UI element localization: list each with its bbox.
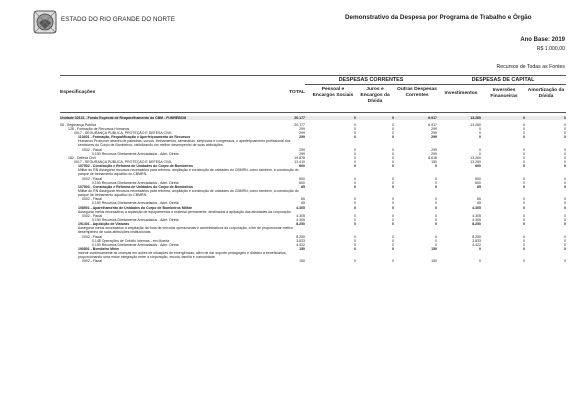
row-value: 0 <box>354 247 356 251</box>
col-pessoal: Pessoal e Encargos Sociais <box>312 87 354 98</box>
row-value: 0 <box>479 147 481 152</box>
row-value: 65 <box>301 201 305 206</box>
col-juros: Juros e Encargos da Dívida <box>360 87 390 104</box>
row-value: 0 <box>523 122 525 127</box>
row-value: 0 <box>523 201 525 206</box>
row-label: 0002 - Fiscal <box>82 213 103 218</box>
col-especificacoes: Especificações <box>60 90 96 95</box>
row-value: 0 <box>523 238 525 243</box>
row-value: 0 <box>392 130 394 135</box>
row-value: 600 <box>475 164 481 169</box>
row-value: 0 <box>523 247 525 251</box>
row-label: 0.150 Recursos Diretamente Arrecadados - Adm. Direta <box>92 201 179 206</box>
row-value: 0 <box>354 147 356 152</box>
row-value: 0 <box>523 130 525 135</box>
row-value: 0 <box>523 259 525 264</box>
row-label: 191401 - Aquisição de Viaturas <box>78 222 130 227</box>
row-value: 299 <box>299 147 305 152</box>
row-value: 299 <box>299 126 305 131</box>
row-value: 0 <box>523 159 525 164</box>
row-value: 0 <box>435 213 437 218</box>
row-value: 65 <box>301 184 305 189</box>
row-value: 0 <box>564 122 566 127</box>
row-value: 0 <box>523 205 525 210</box>
row-value: 0 <box>564 176 566 181</box>
row-value: 0 <box>564 180 566 185</box>
row-label: 182 - Defesa Civil <box>68 155 96 160</box>
row-value: 0 <box>564 135 566 140</box>
row-value: 13.260 <box>470 155 481 160</box>
row-label: 0.150 Recursos Diretamente Arrecadados - Adm. Direta <box>92 180 179 185</box>
row-value: 0 <box>564 242 566 247</box>
row-value: 0 <box>523 176 525 181</box>
row-value: 0 <box>392 201 394 206</box>
row-value: 0 <box>392 135 394 140</box>
row-value: 65 <box>477 197 481 202</box>
row-value: 0 <box>354 122 356 127</box>
row-label: Assegurar meios necessários à ampliação da frota de veículos operacionais e administrativos da corporação, a fim de proporcionar melhor desempenho de suas atribuições institucionais. <box>78 226 294 235</box>
header-bottom-rule <box>60 112 566 113</box>
row-value: 0 <box>354 151 356 156</box>
row-value: 4.305 <box>296 217 305 222</box>
row-label: 0002 - Fiscal <box>82 197 103 202</box>
row-value: 0 <box>564 201 566 206</box>
row-value: 150 <box>299 247 305 251</box>
row-value: 0 <box>392 116 394 120</box>
row-label: 0.150 Recursos Diretamente Arrecadados - Adm. Direta <box>92 242 179 247</box>
col-inversoes: Inversões Financeiras <box>490 88 518 99</box>
row-value: 0 <box>479 151 481 156</box>
row-value: 20.177 <box>294 116 305 120</box>
row-value: 0 <box>392 222 394 227</box>
col-investimentos: Investimentos <box>444 91 478 96</box>
row-value: 0 <box>523 217 525 222</box>
row-value: 0 <box>564 184 566 189</box>
row-value: 0 <box>435 201 437 206</box>
row-value: 0 <box>564 259 566 264</box>
row-label: Assegurar meios necessários à aquisição de equipamentos e material permanente, destinados à aplicação das atividades da corporação. <box>78 209 292 214</box>
row-value: 0 <box>435 222 437 227</box>
row-value: 0 <box>392 234 394 239</box>
row-value: 13.260 <box>470 116 481 120</box>
row-label: 0002 - Fiscal <box>82 259 103 264</box>
row-value: 0 <box>354 234 356 239</box>
currency-unit: R$ 1.000,00 <box>536 46 565 52</box>
row-value: 0 <box>564 155 566 160</box>
row-value: 0 <box>564 217 566 222</box>
row-value: 0 <box>564 159 566 164</box>
row-value: 0 <box>392 205 394 210</box>
row-value: 8.250 <box>472 234 481 239</box>
row-value: 0 <box>354 116 356 120</box>
row-label: 0.148 Operações de Crédito Internas - em Moeda <box>92 238 170 243</box>
row-value: 0 <box>564 164 566 169</box>
row-value: 65 <box>477 201 481 206</box>
row-label: 107503 - Construção e Reforma de Unidades do Corpo de Bombeiros <box>78 184 193 189</box>
row-value: 8.250 <box>296 222 305 227</box>
col-total: TOTAL <box>289 90 305 95</box>
col-amortizacao: Amortização da Dívida <box>527 88 565 99</box>
row-value: 0 <box>392 122 394 127</box>
row-label: 0017 - SEGURANÇA PÚBLICA, PROTEÇÃO E DEFESA CIVIL <box>74 159 173 164</box>
row-value: 0 <box>354 222 356 227</box>
row-value: 20.177 <box>294 122 305 127</box>
row-value: 0 <box>564 238 566 243</box>
row-value: 3.833 <box>296 238 305 243</box>
row-value: 600 <box>475 176 481 181</box>
row-value: 0 <box>564 205 566 210</box>
row-value: 4.422 <box>296 242 305 247</box>
row-value: 0 <box>564 197 566 202</box>
row-label: Militar do RN Assegurar recursos necessários para reforma, ampliação e construção de unidades do CBMRN, como também, a construção do parque de treinamento aquático do CBMRN. <box>78 168 299 177</box>
table-row <box>60 251 566 259</box>
state-coat-of-arms-icon <box>30 7 60 37</box>
row-value: 0 <box>479 126 481 131</box>
row-value: 0 <box>564 151 566 156</box>
row-value: 0 <box>354 184 356 189</box>
row-value: 0 <box>435 184 437 189</box>
row-label: Instruir continuamente as crianças em ações de situações de emergências, além de dar suporte pedagógico e didático a beneficiários, proporcionando uma maior integração entre a corporação, escola, família e comunidade. <box>78 251 287 260</box>
state-name: ESTADO DO RIO GRANDE DO NORTE <box>61 16 176 23</box>
row-value: 0 <box>564 130 566 135</box>
row-value: 0 <box>479 247 481 251</box>
row-value: 299 <box>299 151 305 156</box>
row-label: 110401 - Formação, Requalificação e Aperfeiçoamento de Recursos <box>78 135 191 140</box>
row-value: 0 <box>392 247 394 251</box>
row-value: 0 <box>392 197 394 202</box>
row-value: 0 <box>354 130 356 135</box>
row-value: 0 <box>392 151 394 156</box>
row-value: 0 <box>523 151 525 156</box>
row-label: 0.150 Recursos Diretamente Arrecadados - Adm. Direta <box>92 151 179 156</box>
row-label: 128 - Formação de Recursos Humanos <box>68 126 130 131</box>
row-value: 13.260 <box>470 159 481 164</box>
row-value: 0 <box>392 259 394 264</box>
row-value: 0 <box>354 213 356 218</box>
row-value: 0 <box>354 201 356 206</box>
report-title: Demonstrativo da Despesa por Programa de Trabalho e Órgão <box>345 14 532 21</box>
ano-base: Ano Base: 2019 <box>520 37 565 43</box>
row-value: 0 <box>523 184 525 189</box>
row-label: Humanos Promover através de palestras, cursos, treinamentos, seminários, simpósios e congressos, o aperfeiçoamento profissional dos servidores do Corpo de Bombeiros, visibilizando um melhor desempenho de suas atribuições. <box>78 139 291 148</box>
row-value: 0 <box>435 164 437 169</box>
row-value: 0 <box>354 242 356 247</box>
row-label: 190801 - Bombeiro Mirim <box>78 247 120 251</box>
row-value: 0 <box>564 116 566 120</box>
row-label: Militar do RN Assegurar recursos necessários para reforma, ampliação e construção de unidades do CBMRN, como também, a construção do parque de treinamento aquático do CBMRN. <box>78 188 299 198</box>
row-value: 600 <box>299 176 305 181</box>
row-value: 4.422 <box>472 242 481 247</box>
row-value: 600 <box>299 180 305 185</box>
row-value: 299 <box>431 130 437 135</box>
row-value: 0 <box>392 126 394 131</box>
row-value: 299 <box>431 126 437 131</box>
row-label: 0.150 Recursos Diretamente Arrecadados - Adm. Direta <box>92 217 179 222</box>
row-value: 0 <box>392 159 394 164</box>
group-rule <box>305 84 566 85</box>
row-value: 0 <box>523 147 525 152</box>
row-value: 0 <box>435 217 437 222</box>
table-row <box>60 168 566 176</box>
row-value: 0 <box>564 247 566 251</box>
row-value: 6.618 <box>428 155 437 160</box>
table-row <box>60 259 566 263</box>
row-value: 0 <box>523 135 525 140</box>
row-value: 600 <box>299 164 305 169</box>
row-value: 0 <box>354 197 356 202</box>
row-value: 13.410 <box>294 159 305 164</box>
row-value: 0 <box>354 126 356 131</box>
row-value: 0 <box>564 126 566 131</box>
row-label: 06 - Segurança Pública <box>60 122 97 127</box>
row-value: 0 <box>564 147 566 152</box>
row-value: 0 <box>523 213 525 218</box>
row-label: 108901 - Aparelhamento de Unidades do Corpo de Bombeiros Militar <box>78 205 193 210</box>
row-value: 0 <box>354 176 356 181</box>
group-despesas-correntes: DESPESAS CORRENTES <box>338 77 404 83</box>
row-value: 0 <box>564 222 566 227</box>
resources-note: Recursos de Todas as Fontes <box>496 64 565 70</box>
row-value: 299 <box>299 130 305 135</box>
row-value: 0 <box>354 135 356 140</box>
row-value: 0 <box>354 259 356 264</box>
row-value: 0 <box>435 176 437 181</box>
table-row <box>60 139 566 147</box>
row-value: 0 <box>564 234 566 239</box>
row-value: 6.917 <box>428 116 437 120</box>
row-value: 0 <box>392 180 394 185</box>
row-value: 0 <box>392 155 394 160</box>
row-value: 0 <box>435 234 437 239</box>
row-value: 4.305 <box>296 205 305 210</box>
row-value: 150 <box>431 259 437 264</box>
row-value: 0 <box>435 197 437 202</box>
group-despesas-capital: DESPESAS DE CAPITAL <box>471 77 535 83</box>
row-value: 0 <box>523 155 525 160</box>
row-value: 0 <box>354 180 356 185</box>
row-value: 150 <box>431 159 437 164</box>
row-value: 299 <box>431 151 437 156</box>
row-value: 0 <box>479 130 481 135</box>
row-label: 0002 - Fiscal <box>82 147 103 152</box>
row-value: 0 <box>392 147 394 152</box>
row-value: 0 <box>354 155 356 160</box>
row-value: 0 <box>523 116 525 120</box>
row-value: 0 <box>354 205 356 210</box>
row-value: 0 <box>523 180 525 185</box>
row-value: 6.917 <box>428 122 437 127</box>
row-value: 0 <box>354 217 356 222</box>
row-value: 0 <box>354 238 356 243</box>
row-value: 65 <box>477 184 481 189</box>
row-value: 0 <box>392 217 394 222</box>
table-row <box>60 226 566 234</box>
row-value: 600 <box>475 180 481 185</box>
row-value: 4.305 <box>296 213 305 218</box>
row-value: 0 <box>435 238 437 243</box>
row-value: 13.260 <box>470 122 481 127</box>
budget-table-body <box>60 116 566 264</box>
row-value: 0 <box>523 234 525 239</box>
row-value: 0 <box>392 213 394 218</box>
table-row <box>60 189 566 197</box>
row-value: 0 <box>435 180 437 185</box>
row-value: 0 <box>523 197 525 202</box>
row-value: 0 <box>523 164 525 169</box>
row-value: 0 <box>523 242 525 247</box>
row-value: 0 <box>435 205 437 210</box>
table-header <box>60 75 566 113</box>
row-value: 4.305 <box>472 205 481 210</box>
row-value: 150 <box>299 259 305 264</box>
row-value: 0 <box>392 176 394 181</box>
row-value: 0 <box>479 135 481 140</box>
row-value: 0 <box>523 222 525 227</box>
row-label: Unidade 32131 - Fundo Especial de Reaparelhamento do CBM - FUNREBOM <box>60 116 187 120</box>
row-value: 150 <box>431 247 437 251</box>
header-top-rule <box>60 75 566 76</box>
row-value: 299 <box>299 135 305 140</box>
row-value: 65 <box>301 197 305 202</box>
row-label: 0002 - Fiscal <box>82 176 103 181</box>
row-value: 0 <box>479 259 481 264</box>
row-value: 0 <box>392 164 394 169</box>
row-value: 0 <box>354 164 356 169</box>
row-value: 0 <box>354 159 356 164</box>
row-value: 0 <box>435 242 437 247</box>
row-value: 8.250 <box>296 234 305 239</box>
row-value: 8.250 <box>472 222 481 227</box>
col-outras-correntes: Outras Despesas Correntes <box>397 87 437 98</box>
row-value: 0 <box>392 184 394 189</box>
row-value: 0 <box>564 213 566 218</box>
row-label: 0002 - Fiscal <box>82 234 103 239</box>
row-value: 19.878 <box>294 155 305 160</box>
row-value: 299 <box>431 135 437 140</box>
row-value: 0 <box>392 238 394 243</box>
row-value: 4.305 <box>472 213 481 218</box>
row-label: 107502 - Construção e Reforma de Unidades do Corpo de Bombeiros <box>78 164 193 169</box>
row-value: 3.833 <box>472 238 481 243</box>
row-label: 0017 - SEGURANÇA PÚBLICA, PROTEÇÃO E DEFESA CIVIL <box>74 130 173 135</box>
row-value: 299 <box>431 147 437 152</box>
row-value: 4.305 <box>472 217 481 222</box>
row-value: 0 <box>523 126 525 131</box>
row-value: 0 <box>392 242 394 247</box>
